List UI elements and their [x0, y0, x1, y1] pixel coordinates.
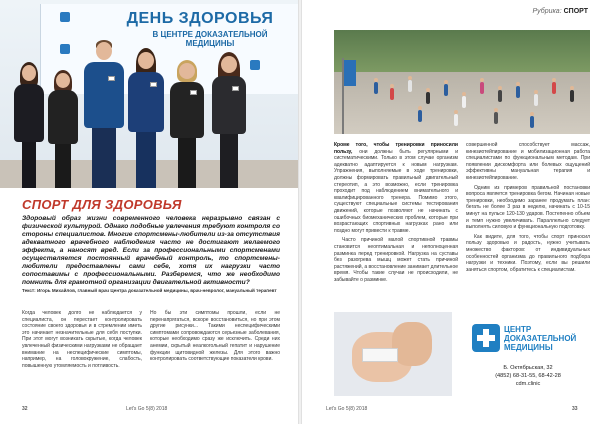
- participant: [462, 96, 466, 108]
- participant: [534, 94, 538, 106]
- participant: [570, 90, 574, 102]
- banner-subtitle: В ЦЕНТРЕ ДОКАЗАТЕЛЬНОЙ МЕДИЦИНЫ: [152, 30, 268, 48]
- rubric-header: [532, 8, 588, 15]
- clinic-site[interactable]: cdm.clinic: [515, 381, 541, 387]
- person-2: [48, 70, 78, 188]
- participant: [552, 82, 556, 94]
- right-column-2-para-3: Как видите, для того, чтобы спорт приносил пользу здоровью и радость, нужно учитывать множество факторов: от индивидуальных особенностей организма до правильного подбора нагрузки и техники. Поэтому, если вы решили заняться спортом, обратитесь к специалистам.: [466, 233, 590, 273]
- right-column-2-para-2: Одним из примеров правильной постановки вопроса является тренировка бегом. Начиная новые тренировки, необходимо заранее продумать план: бегать не более 3 раз в неделю, начинать с 10-15 минут на пульсе 120-130 ударов. Постепенно объем и темп нужно увеличивать. Параллельно следует выполнять силовую и функциональную подготовку.: [466, 184, 590, 231]
- participant: [480, 82, 484, 94]
- person-6: [212, 52, 246, 188]
- rubric-prefix: Рубрика:: [532, 8, 562, 15]
- outdoor-exercise-photo: [334, 30, 590, 134]
- magazine-issue-right: Let's Go 5(8) 2018: [326, 406, 368, 412]
- knee-injury-photo: [334, 312, 452, 396]
- right-column-1-text: они должны быть регулярными и систематическими. Только в этом случае организм адекватно адаптируется к новым нагрузкам. Упражнения, выполняемые в ходе тренировки, должны формировать правильный двигательный стереотип, а это возможно, если тренировка проходит под наблюдением внимательного и квалифицированного тренера. Помимо этого, существуют специальные системы тестирования движений, которые позволяют не начинать с ошибочных биомеханических проблем, которые при возрастающих спортивных нагрузках рано или поздно могут привести к травме.: [334, 148, 458, 234]
- left-page: [0, 0, 298, 424]
- banner-logo-icon: [250, 60, 260, 70]
- right-column-1-para-2: Часто причиной малой спортивной травмы становится неоптимальная и неполноценная разминка перед тренировкой. Нагрузка на суставы без разогрева мышц может стать причиной растяжений, а восстановление занимает длительное время. Чтобы такие случаи не происходили, не забывайте о разминке.: [334, 237, 458, 283]
- photo-hand: [392, 322, 432, 366]
- clinic-address: Б. Октябрьская, 32: [503, 365, 553, 371]
- clinic-logo: [472, 322, 580, 356]
- participant: [494, 112, 498, 124]
- page-number-right: 33: [572, 406, 578, 412]
- article-lead: Здоровый образ жизни современного человека неразрывно связан с физической культурой. Однако подобные увлечения требуют контроля со стороны специалистов. Многие спортсмены-любители из-за отсутствия адекватного врачебного наблюдения часто не достигают желаемого эффекта, а наносят вред. Если за профессиональными спортсменами осуществляется постоянный врачебный контроль, то спортсмены-любители предоставлены сами себе, хотя их нагрузки часто сопоставимы с профессиональными. Разберемся, что же необходимо помнить для грамотной организации двигательной активности?: [22, 215, 280, 286]
- person-4: [128, 48, 164, 188]
- participant: [426, 92, 430, 104]
- page-number-left: 32: [22, 406, 28, 412]
- photo-trees: [334, 30, 590, 72]
- participant: [418, 110, 422, 122]
- participant: [498, 90, 502, 102]
- participant: [454, 114, 458, 126]
- person-3: [84, 40, 124, 188]
- participant: [390, 88, 394, 100]
- clinic-name: ЦЕНТР ДОКАЗАТЕЛЬНОЙ МЕДИЦИНЫ: [504, 325, 577, 352]
- person-1: [14, 62, 44, 188]
- participant: [374, 82, 378, 94]
- clinic-phone: (4852) 68-31-55, 68-42-28: [495, 373, 561, 379]
- banner-logo-icon: [60, 12, 70, 22]
- left-column-1: Когда человек долго не наблюдается у специалиста, он перестает контролировать состояние своего здоровья и в стремлении иметь это начинает незначительные для себя поступки. При этот могут возникать скрытые, когда человек увлеченный физическими нагрузками не обращает внимание на неспецифические симптомы, например, на головокружение, слабость, повышенную утомляемость и потливость.: [22, 310, 142, 369]
- participant: [530, 116, 534, 128]
- right-column-1-lead: Кроме того, чтобы тренировки приносили пользу,: [334, 142, 458, 155]
- right-column-1: [334, 142, 458, 283]
- participant: [444, 84, 448, 96]
- medical-cross-icon: [472, 324, 500, 352]
- left-column-2: Но бы эти симптомы прошли, если не перенапрягаться, вскоре восстановиться, но при этом другие рисунки... Такими неспецифическими симптомами сопровождаются серьезные заболевания, которые необходимо сразу же исключить. Среди них анемии, скрытый неалкогольный гепатит и нарушение функции щитовидной железы. Для этого важно контролировать соответствующие показатели крови.: [150, 310, 280, 363]
- participant: [516, 86, 520, 98]
- right-column-2: [466, 142, 590, 273]
- right-page: [302, 0, 600, 424]
- clinic-contacts: [478, 364, 578, 388]
- rubric-name: СПОРТ: [563, 8, 588, 15]
- banner-title: ДЕНЬ ЗДОРОВЬЯ: [126, 10, 274, 27]
- author-credit: Текст: Игорь Михайлов, главный врач Центра доказательной медицины, врач-невролог, мануальный терапевт: [22, 288, 277, 293]
- team-photo: [0, 0, 298, 188]
- person-5: [170, 60, 204, 188]
- participant: [408, 80, 412, 92]
- magazine-issue-left: Let's Go 5(8) 2018: [126, 406, 168, 412]
- right-column-2-para-1: совершенной способствует массаж, кинезиотейпирование и мобилизационная работа специалистами по функциональным методам. При появлении дискомфорта или болевых ощущений эффективны мануальная терапия и кинезиотейпирование.: [466, 142, 590, 181]
- banner-logo-icon: [60, 44, 70, 54]
- blue-flag: [344, 60, 356, 86]
- photo-bandage: [362, 348, 398, 362]
- section-title: СПОРТ ДЛЯ ЗДОРОВЬЯ: [22, 197, 182, 212]
